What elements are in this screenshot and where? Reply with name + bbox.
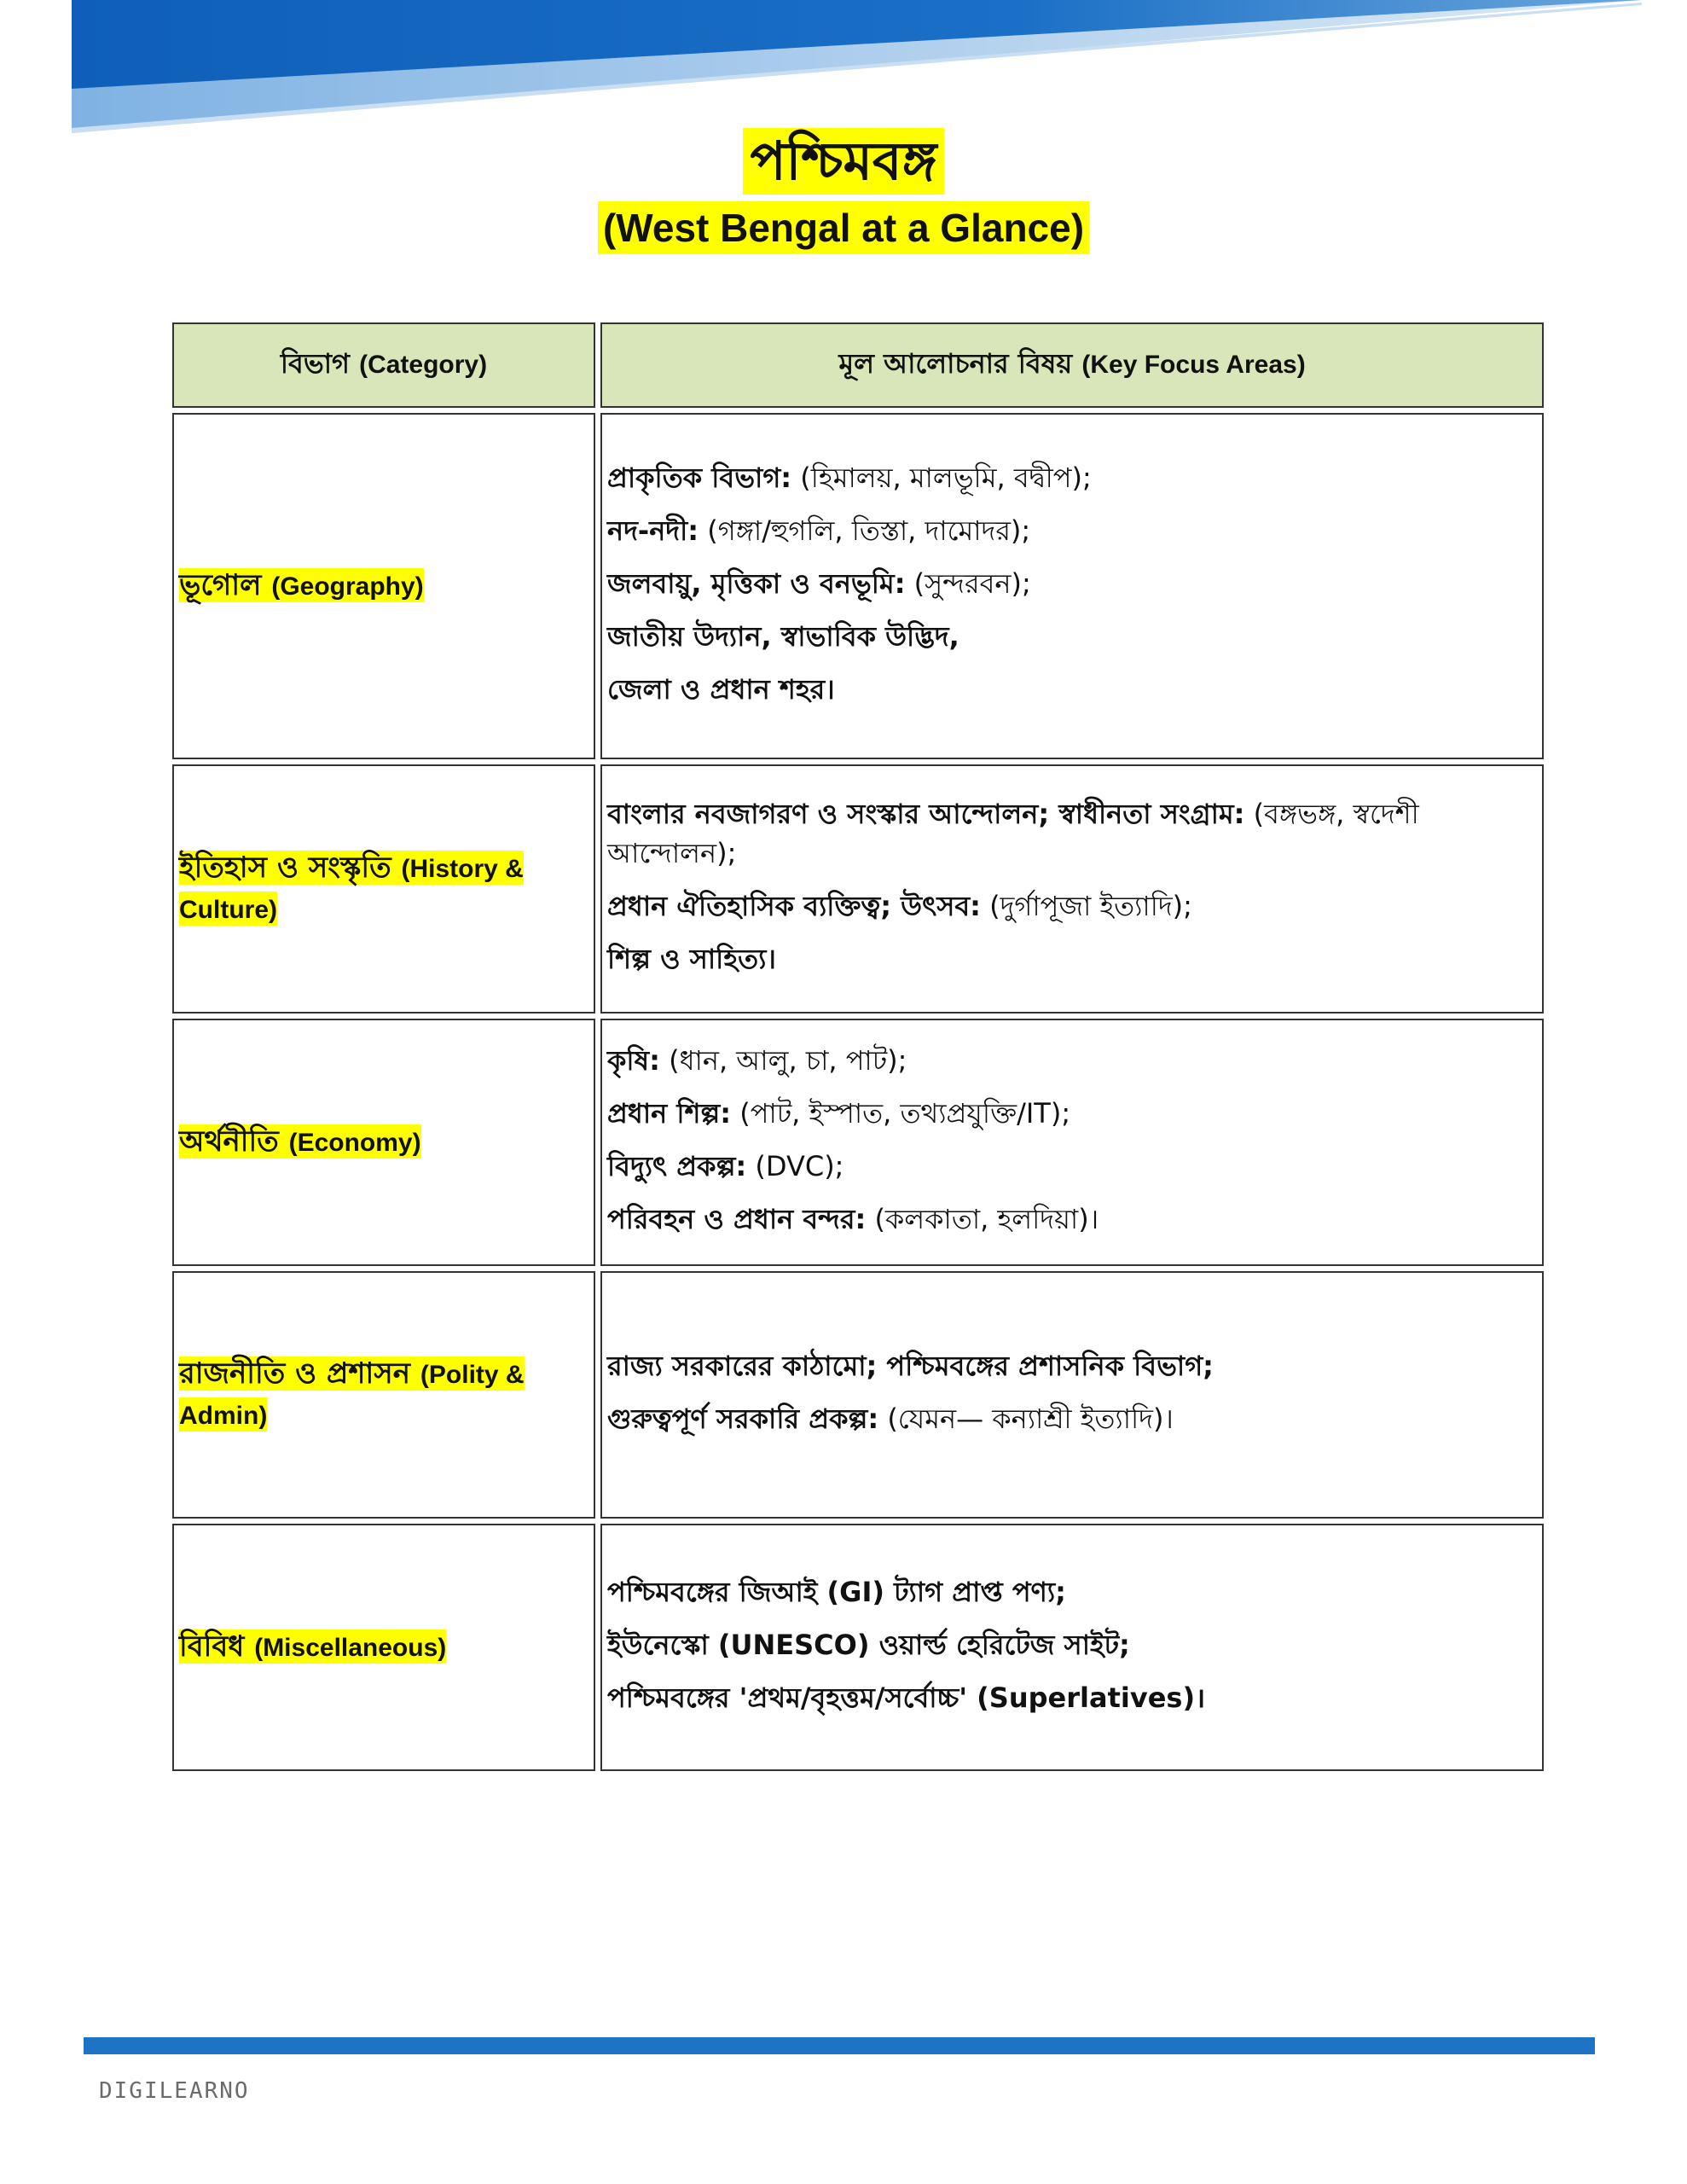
page-title-bengali: পশ্চিমবঙ্গ — [743, 128, 943, 195]
overview-table — [167, 317, 1549, 1776]
focus-line: ইউনেস্কো (UNESCO) ওয়ার্ল্ড হেরিটেজ সাইট; — [607, 1629, 1130, 1661]
table-row — [172, 1524, 1544, 1771]
focus-line: প্রধান শিল্প: (পাট, ইস্পাত, তথ্যপ্রযুক্তি/IT); — [607, 1097, 1071, 1130]
focus-line: গুরুত্বপূর্ণ সরকারি প্রকল্প: (যেমন— কন্যাশ্রী ইত্যাদি)। — [607, 1403, 1174, 1435]
page-title-english: (West Bengal at a Glance) — [598, 201, 1089, 254]
focus-cell — [600, 1019, 1544, 1266]
focus-line: জাতীয় উদ্যান, স্বাভাবিক উদ্ভিদ, — [607, 620, 959, 653]
focus-cell — [600, 764, 1544, 1014]
category-en: (Miscellaneous) — [254, 1634, 447, 1662]
header-focus-en: (Key Focus Areas) — [1081, 351, 1306, 379]
footer-brand: DIGILEARNO — [99, 2078, 250, 2104]
header-category-en: (Category) — [359, 351, 488, 379]
table-row — [172, 1271, 1544, 1519]
focus-line: বাংলার নবজাগরণ ও সংস্কার আন্দোলন; স্বাধীনতা সংগ্রাম: (বঙ্গভঙ্গ, স্বদেশী আন্দোলন); — [607, 798, 1419, 869]
category-cell — [172, 1271, 595, 1519]
category-cell — [172, 764, 595, 1014]
table-row — [172, 1019, 1544, 1266]
focus-cell — [600, 413, 1544, 759]
focus-line: পরিবহন ও প্রধান বন্দর: (কলকাতা, হলদিয়া)। — [607, 1203, 1099, 1235]
category-bn: ইতিহাস ও সংস্কৃতি — [179, 851, 391, 885]
focus-line: পশ্চিমবঙ্গের 'প্রথম/বৃহত্তম/সর্বোচ্চ' (Superlatives)। — [607, 1682, 1206, 1714]
category-bn: বিবিধ — [179, 1629, 245, 1664]
category-cell — [172, 413, 595, 759]
focus-line: কৃষি: (ধান, আলু, চা, পাট); — [607, 1044, 907, 1077]
category-bn: ভূগোল — [179, 568, 262, 602]
footer-bar — [84, 2037, 1595, 2054]
focus-line: প্রধান ঐতিহাসিক ব্যক্তিত্ব; উৎসব: (দুর্গাপূজা ইত্যাদি); — [607, 890, 1192, 922]
header-focus-bn: মূল আলোচনার বিষয় — [838, 347, 1073, 380]
focus-cell — [600, 1271, 1544, 1519]
focus-cell — [600, 1524, 1544, 1771]
focus-line: নদ-নদী: (গঙ্গা/হুগলি, তিস্তা, দামোদর); — [607, 514, 1031, 547]
category-en: (Polity & Admin) — [179, 1361, 525, 1430]
category-en: (Economy) — [288, 1129, 421, 1157]
focus-line: প্রাকৃতিক বিভাগ: (হিমালয়, মালভূমি, বদ্বীপ); — [607, 462, 1092, 494]
category-cell — [172, 1524, 595, 1771]
table-header-row — [172, 322, 1544, 408]
focus-line: শিল্প ও সাহিত্য। — [607, 943, 776, 975]
focus-line: জেলা ও প্রধান শহর। — [607, 673, 835, 706]
header-focus-areas — [600, 322, 1544, 408]
focus-line: রাজ্য সরকারের কাঠামো; পশ্চিমবঙ্গের প্রশাসনিক বিভাগ; — [607, 1350, 1214, 1382]
header-category — [172, 322, 595, 408]
focus-line: বিদ্যুৎ প্রকল্প: (DVC); — [607, 1150, 844, 1182]
focus-line: পশ্চিমবঙ্গের জিআই (GI) ট্যাগ প্রাপ্ত পণ্য; — [607, 1576, 1066, 1608]
category-bn: অর্থনীতি — [179, 1124, 279, 1159]
title-block — [0, 128, 1687, 254]
category-en: (History & Culture) — [179, 855, 524, 924]
category-en: (Geography) — [271, 572, 424, 601]
table-row — [172, 413, 1544, 759]
category-cell — [172, 1019, 595, 1266]
table-row — [172, 764, 1544, 1014]
header-banner — [0, 0, 1687, 145]
header-category-bn: বিভাগ — [280, 347, 350, 380]
focus-line: জলবায়ু, মৃত্তিকা ও বনভূমি: (সুন্দরবন); — [607, 567, 1031, 600]
category-bn: রাজনীতি ও প্রশাসন — [179, 1356, 411, 1391]
